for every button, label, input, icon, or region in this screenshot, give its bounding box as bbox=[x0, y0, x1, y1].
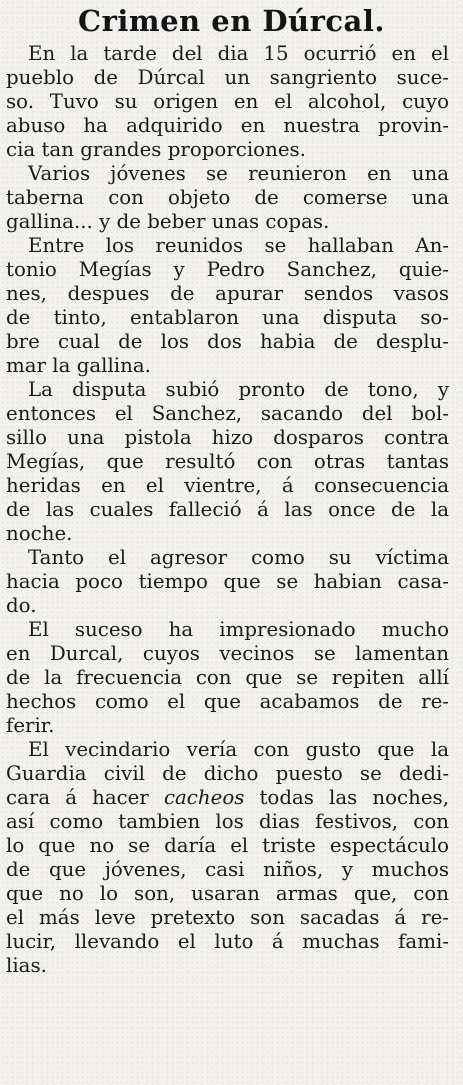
text-line: de la frecuencia con que se repiten allí bbox=[6, 666, 449, 689]
text-line: mar la gallina. bbox=[6, 354, 151, 377]
text-line: heridas en el vientre, á consecuencia bbox=[6, 474, 449, 497]
article-paragraph bbox=[6, 378, 449, 546]
text-line: Megías, que resultó con otras tantas bbox=[6, 450, 449, 473]
text-line: tonio Megías y Pedro Sanchez, quie- bbox=[6, 258, 449, 281]
text-line: ferir. bbox=[6, 714, 55, 737]
text-line: lucir, llevando el luto á muchas fami- bbox=[6, 930, 449, 953]
text-line: de tinto, entablaron una disputa so- bbox=[6, 306, 449, 329]
text-line: Tanto el agresor como su víctima bbox=[28, 546, 449, 569]
text-line: en Durcal, cuyos vecinos se lamentan bbox=[6, 642, 449, 665]
article-title: Crimen en Dúrcal. bbox=[78, 4, 385, 38]
text-line: abuso ha adquirido en nuestra provin- bbox=[6, 114, 449, 137]
text-line: así como tambien los dias festivos, con bbox=[6, 810, 449, 833]
text-line: entonces el Sanchez, sacando del bol- bbox=[6, 402, 449, 425]
article-paragraph bbox=[6, 42, 449, 162]
text-line: de las cuales falleció á las once de la bbox=[6, 498, 449, 521]
text-line: bre cual de los dos habia de desplu- bbox=[6, 330, 449, 353]
text-line: hacia poco tiempo que se habian casa- bbox=[6, 570, 449, 593]
text-line: so. Tuvo su origen en el alcohol, cuyo bbox=[6, 90, 449, 113]
text-line: do. bbox=[6, 594, 37, 617]
text-line: el más leve pretexto son sacadas á re- bbox=[6, 906, 449, 929]
text-line: sillo una pistola hizo dosparos contra bbox=[6, 426, 449, 449]
text-line: Entre los reunidos se hallaban An- bbox=[28, 234, 449, 257]
text-line: gallina... y de beber unas copas. bbox=[6, 210, 330, 233]
text-line: hechos como el que acabamos de re- bbox=[6, 690, 449, 713]
text-line: que no lo son, usaran armas que, con bbox=[6, 882, 449, 905]
text-line: lias. bbox=[6, 954, 47, 977]
text-line: En la tarde del dia 15 ocurrió en el bbox=[28, 42, 449, 65]
text-line: cara á hacer cacheos todas las noches, bbox=[6, 786, 449, 809]
text-line: El vecindario vería con gusto que la bbox=[28, 738, 449, 761]
text-line: de que jóvenes, casi niños, y muchos bbox=[6, 858, 449, 881]
text-line: pueblo de Dúrcal un sangriento suce- bbox=[6, 66, 449, 89]
article-paragraph bbox=[6, 738, 449, 978]
article-paragraph bbox=[6, 618, 449, 738]
text-line: Varios jóvenes se reunieron en una bbox=[28, 162, 449, 185]
text-line: El suceso ha impresionado mucho bbox=[28, 618, 449, 641]
article-paragraph bbox=[6, 162, 449, 234]
text-line: La disputa subió pronto de tono, y bbox=[28, 378, 449, 401]
article-paragraph bbox=[6, 546, 449, 618]
text-line: lo que no se daría el triste espectáculo bbox=[6, 834, 449, 857]
text-line: noche. bbox=[6, 522, 73, 545]
text-line: Guardia civil de dicho puesto se dedi- bbox=[6, 762, 449, 785]
text-line: taberna con objeto de comerse una bbox=[6, 186, 449, 209]
text-line: cia tan grandes proporciones. bbox=[6, 138, 306, 161]
article-body bbox=[6, 42, 449, 978]
text-line: nes, despues de apurar sendos vasos bbox=[6, 282, 449, 305]
article-paragraph bbox=[6, 234, 449, 378]
